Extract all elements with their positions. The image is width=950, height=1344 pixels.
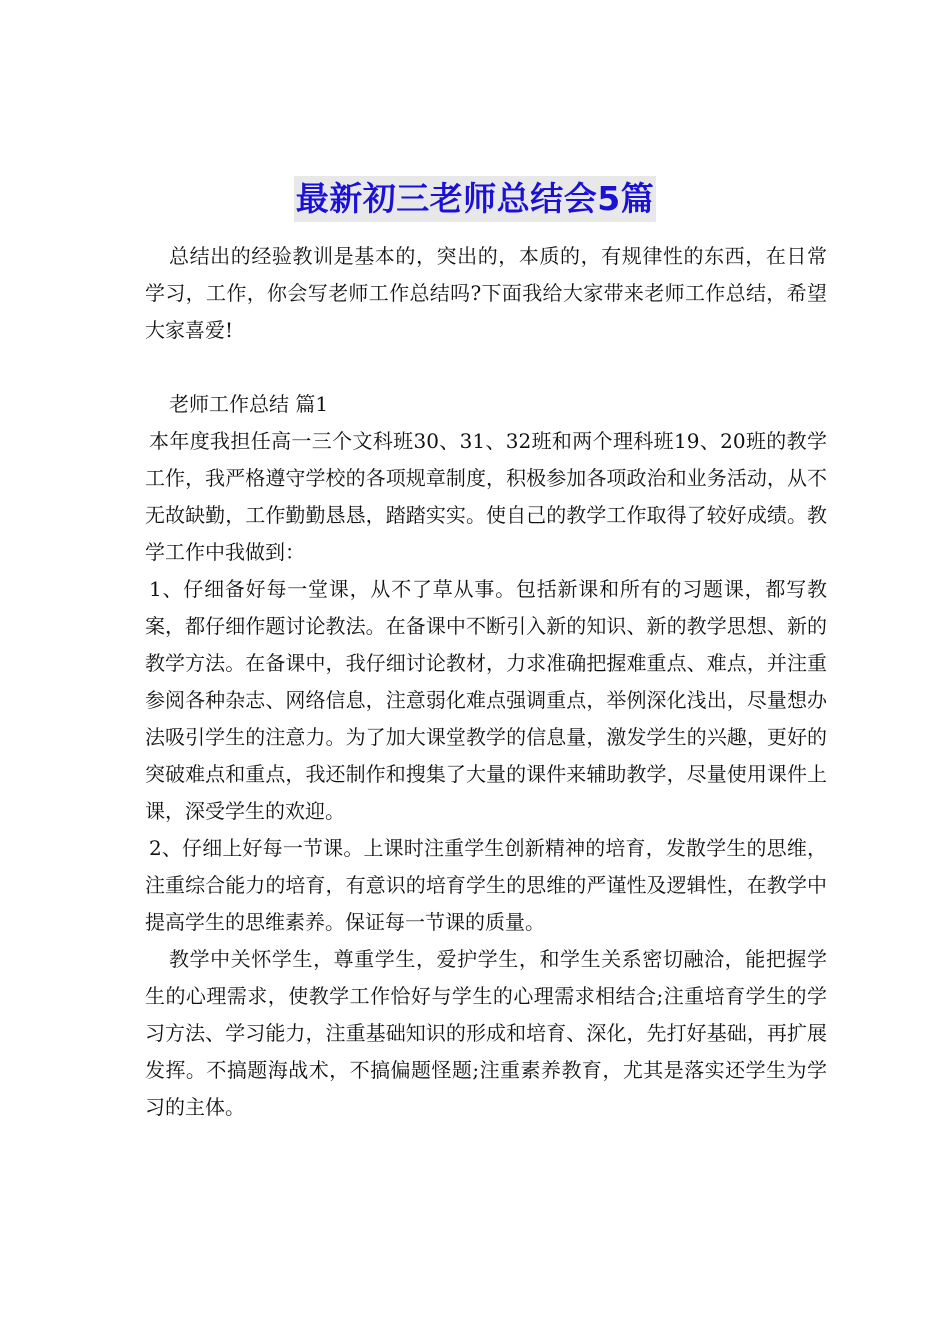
body-paragraph-1: 本年度我担任高一三个文科班30、31、32班和两个理科班19、20班的教学工作，我严格遵守学校的各项规章制度，积极参加各项政治和业务活动，从不无故缺勤，工作勤勤恳恳，踏踏实实。使自己的教学工作取得了较好成绩。教学工作中我做到： <box>145 429 827 564</box>
body-paragraph-3: 2、仔细上好每一节课。上课时注重学生创新精神的培育，发散学生的思维，注重综合能力的培育，有意识的培育学生的思维的严谨性及逻辑性，在教学中提高学生的思维素养。保证每一节课的质量。 <box>145 836 827 934</box>
body-paragraph-2: 1、仔细备好每一堂课，从不了草从事。包括新课和所有的习题课，都写教案，都仔细作题讨论教法。在备课中不断引入新的知识、新的教学思想、新的教学方法。在备课中，我仔细讨论教材，力求准确把握难重点、难点，并注重参阅各种杂志、网络信息，注意弱化难点强调重点，举例深化浅出，尽量想办法吸引学生的注意力。为了加大课堂教学的信息量，激发学生的兴趣，更好的突破难点和重点，我还制作和搜集了大量的课件来辅助教学，尽量使用课件上课，深受学生的欢迎。 <box>145 577 827 823</box>
intro-paragraph: 总结出的经验教训是基本的，突出的，本质的，有规律性的东西，在日常学习，工作，你会写老师工作总结吗?下面我给大家带来老师工作总结，希望大家喜爱! <box>145 244 827 342</box>
body-paragraph-4: 教学中关怀学生，尊重学生，爱护学生，和学生关系密切融洽，能把握学生的心理需求，使教学工作恰好与学生的心理需求相结合;注重培育学生的学习方法、学习能力，注重基础知识的形成和培育、深化，先打好基础，再扩展发挥。不搞题海战术，不搞偏题怪题;注重素养教育，尤其是落实还学生为学习的主体。 <box>145 947 827 1119</box>
document-body <box>145 238 827 1126</box>
section-heading: 老师工作总结 篇1 <box>169 392 329 416</box>
title-container <box>0 176 950 222</box>
blank-line <box>145 349 827 386</box>
document-title: 最新初三老师总结会5篇 <box>294 176 656 222</box>
